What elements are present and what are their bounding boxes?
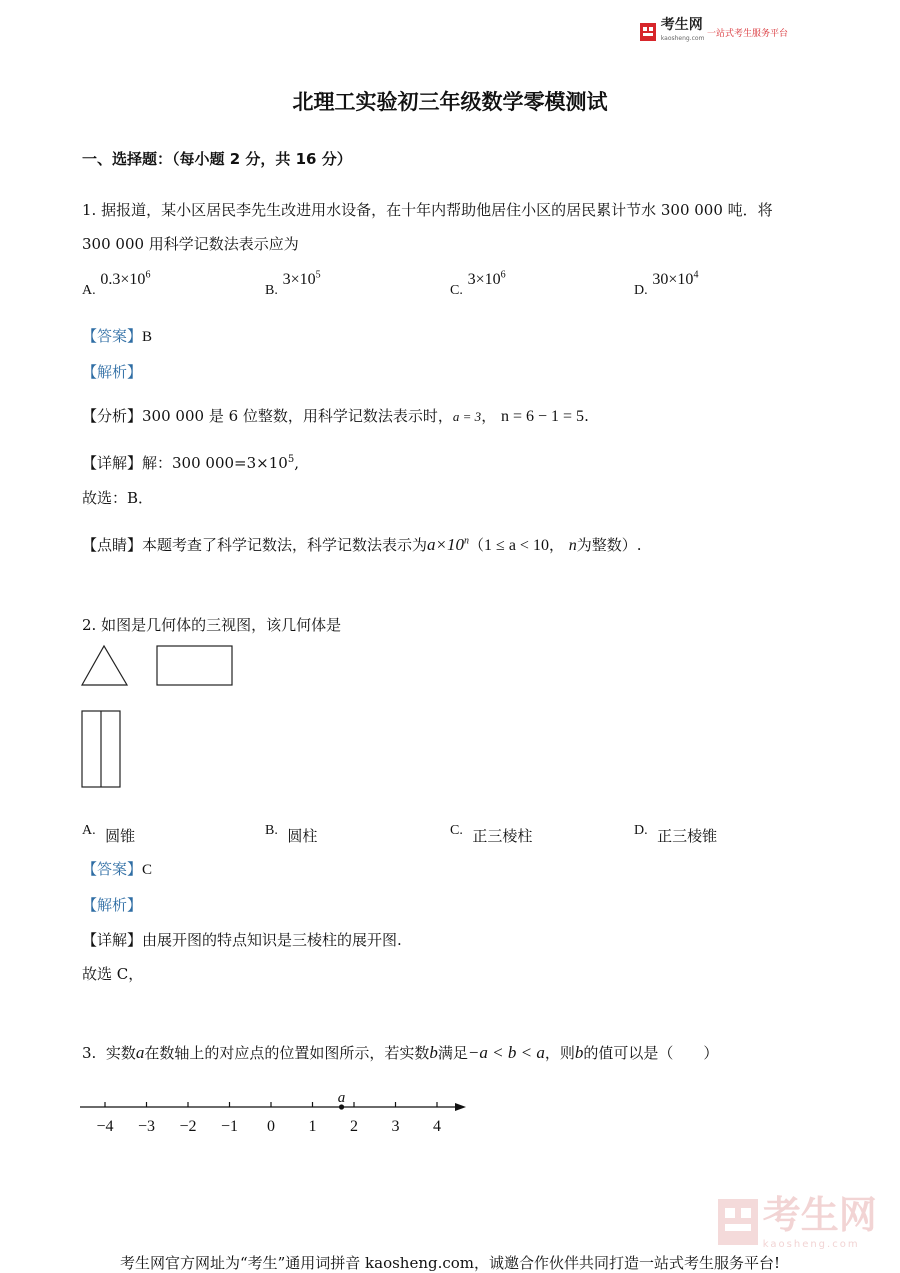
axis-tick-label: −3 bbox=[137, 1118, 156, 1135]
detail-text: 由展开图的特点知识是三棱柱的展开图. bbox=[142, 931, 402, 949]
q3-number: 3. bbox=[82, 1044, 97, 1062]
option-text: 圆锥 bbox=[105, 827, 136, 845]
header-logo bbox=[640, 19, 704, 44]
fenxi-a: a = 3 bbox=[452, 409, 482, 424]
fenxi-tag: 【分析】 bbox=[82, 407, 143, 425]
answer-value: C bbox=[142, 862, 153, 878]
option-text: 正三棱锥 bbox=[657, 827, 718, 845]
fenxi-text: 300 000 是 6 位整数，用科学记数法表示时， bbox=[142, 407, 453, 425]
option-formula: $3\times 10^5$ bbox=[282, 270, 321, 289]
option-formula: $3\times 10^6$ bbox=[467, 270, 506, 289]
q1-detail: 【详解】解：300 $000=3\times 10^5$, bbox=[82, 454, 299, 472]
q2-option-c: C. 正三棱柱 bbox=[450, 823, 533, 845]
axis-tick-label: 3 bbox=[391, 1118, 400, 1135]
header-slogan: 一站式考生服务平台 bbox=[707, 29, 789, 39]
q1-choose: 故选：B． bbox=[82, 489, 154, 507]
dianjing-formula: $a\times 10^n$ bbox=[427, 535, 470, 554]
page-title: 北理工实验初三年级数学零模测试 bbox=[292, 90, 608, 114]
fenxi-n: n = 6 − 1 = 5 bbox=[500, 408, 585, 425]
option-formula: $0.3\times 10^6$ bbox=[100, 270, 151, 289]
point-a-label: a bbox=[337, 1090, 346, 1106]
q1-option-c bbox=[450, 270, 506, 299]
axis-tick-label: 1 bbox=[308, 1118, 317, 1135]
q3-inequality: −a < b < a bbox=[467, 1043, 545, 1062]
logo-name: 考生网 bbox=[660, 17, 703, 33]
q1-number: 1. bbox=[82, 201, 97, 219]
q2-text: 如图是几何体的三视图，该几何体是 bbox=[101, 616, 342, 634]
detail-tag: 【详解】 bbox=[82, 931, 143, 949]
q1-line1 bbox=[82, 199, 773, 220]
q1-answer bbox=[82, 325, 152, 346]
q2-answer bbox=[82, 858, 152, 879]
detail-text: 解：300 000=3×10 bbox=[142, 454, 288, 472]
q2-analysis-tag: 【解析】 bbox=[82, 896, 143, 914]
watermark-sub: kaosheng.com bbox=[762, 1239, 860, 1250]
option-letter: D. bbox=[634, 283, 648, 299]
q2-stem bbox=[82, 614, 341, 635]
q1-text-line1: 据报道，某小区居民李先生改进用水设备，在十年内帮助他居住小区的居民累计节水 300 000 吨．将 bbox=[101, 201, 773, 219]
q1-text-line2: 300 000 用科学记数法表示应为 bbox=[82, 235, 299, 253]
answer-tag: 【答案】 bbox=[82, 860, 143, 878]
q2-option-a: A. 圆锥 bbox=[82, 823, 136, 845]
axis-tick-label: −1 bbox=[220, 1118, 239, 1135]
axis-tick-label: −4 bbox=[96, 1118, 114, 1135]
q2-option-b: B. 圆柱 bbox=[265, 823, 318, 845]
q1-fenxi: 【分析】300 000 是 6 位整数，用科学记数法表示时，a = 3， n = 6 − 1 = 5. bbox=[82, 407, 589, 425]
q1-dianjing: 【点睛】本题考查了科学记数法，科学记数法表示为$a\times 10^n(1 \le a < 10$， n为整数）. bbox=[82, 535, 642, 554]
three-view-figure bbox=[78, 640, 238, 792]
axis-tick-label: 2 bbox=[350, 1118, 358, 1135]
logo-mark-icon bbox=[640, 23, 656, 41]
q1-option-a bbox=[82, 270, 151, 299]
number-line bbox=[78, 1085, 478, 1145]
q2-number: 2. bbox=[82, 616, 97, 634]
option-letter: A. bbox=[82, 283, 96, 299]
q1-option-b bbox=[265, 270, 321, 299]
detail-tag: 【详解】 bbox=[82, 454, 143, 472]
watermark bbox=[718, 1193, 877, 1250]
option-letter: B. bbox=[265, 283, 278, 299]
q2-option-d: D. 正三棱锥 bbox=[634, 823, 718, 845]
watermark-logo-icon bbox=[718, 1199, 758, 1249]
q3-stem: 3. 实数a在数轴上的对应点的位置如图所示，若实数b满足−a < b < a，则b的值可以是（ ） bbox=[82, 1043, 719, 1062]
q1-option-d bbox=[634, 270, 699, 299]
dianjing-range: 1 ≤ a < 10 bbox=[484, 537, 549, 554]
axis-tick-label: −2 bbox=[179, 1118, 197, 1135]
answer-tag: 【答案】 bbox=[82, 327, 143, 345]
axis-tick-label: 4 bbox=[433, 1118, 441, 1135]
q2-detail bbox=[82, 929, 402, 950]
axis-tick-label: 0 bbox=[267, 1118, 275, 1135]
q1-analysis-tag: 【解析】 bbox=[82, 363, 143, 381]
front-view-triangle bbox=[82, 646, 127, 685]
option-text: 圆柱 bbox=[287, 827, 318, 845]
dianjing-tag: 【点睛】 bbox=[82, 536, 143, 554]
axis-arrow-icon bbox=[455, 1103, 466, 1111]
option-letter: C. bbox=[450, 283, 463, 299]
watermark-text: 考生网 bbox=[762, 1193, 877, 1237]
section-heading: 一、选择题：（每小题 2 分，共 16 分） bbox=[82, 150, 352, 168]
dianjing-text: 本题考查了科学记数法，科学记数法表示为 bbox=[142, 536, 428, 554]
option-formula: $30\times 10^4$ bbox=[652, 270, 699, 289]
answer-value: B bbox=[142, 329, 153, 345]
logo-domain: kaosheng.com bbox=[660, 35, 705, 42]
side-view-rectangle bbox=[157, 646, 232, 685]
footer-text: 考生网官方网址为“考生”通用词拼音 kaosheng.com，诚邀合作伙伴共同打造一站式考生服务平台! bbox=[119, 1254, 781, 1272]
q2-choose: 故选 C， bbox=[82, 965, 144, 983]
option-text: 正三棱柱 bbox=[472, 827, 533, 845]
